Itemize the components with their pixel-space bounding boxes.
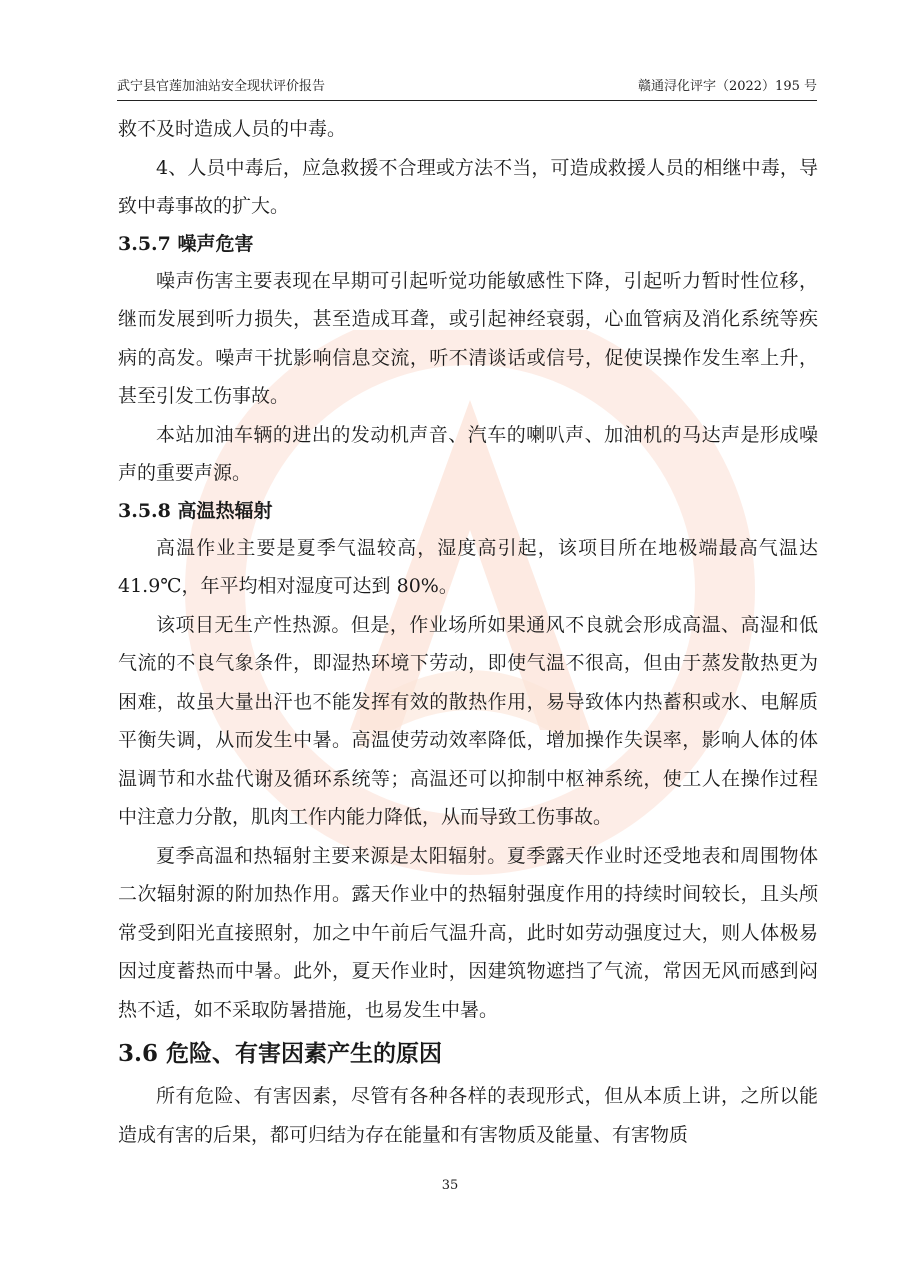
paragraph: 4、人员中毒后，应急救援不合理或方法不当，可造成救援人员的相继中毒，导致中毒事故的扩大。 <box>118 156 818 217</box>
paragraph: 该项目无生产性热源。但是，作业场所如果通风不良就会形成高温、高湿和低气流的不良气象条件，即湿热环境下劳动，即使气温不很高，但由于蒸发散热更为困难，故虽大量出汗也不能发挥有效的散热作用，易导致体内热蓄积或水、电解质平衡失调，从而发生中暑。高温使劳动效率降低，增加操作失误率，影响人体的体温调节和水盐代谢及循环系统等；高温还可以抑制中枢神系统，使工人在操作过程中注意力分散，肌肉工作内能力降低，从而导致工伤事故。 <box>118 613 818 828</box>
header-report-number: 赣通浔化评字（2022）195 号 <box>637 79 817 94</box>
page-number: 35 <box>441 1178 459 1193</box>
document-body <box>118 110 818 1154</box>
section-heading-3-5-8: 3.5.8 高温热辐射 <box>118 499 273 522</box>
paragraph: 夏季高温和热辐射主要来源是太阳辐射。夏季露天作业时还受地表和周围物体二次辐射源的附加热作用。露天作业中的热辐射强度作用的持续时间较长，且头颅常受到阳光直接照射，加之中午前后气温升高，此时如劳动强度过大，则人体极易因过度蓄热而中暑。此外，夏天作业时，因建筑物遮挡了气流，常因无风而感到闷热不适，如不采取防暑措施，也易发生中暑。 <box>118 844 818 1021</box>
paragraph: 噪声伤害主要表现在早期可引起听觉功能敏感性下降，引起听力暂时性位移，继而发展到听力损失，甚至造成耳聋，或引起神经衰弱，心血管病及消化系统等疾病的高发。噪声干扰影响信息交流，听不清谈话或信号，促使误操作发生率上升，甚至引发工伤事故。 <box>118 269 818 407</box>
paragraph: 救不及时造成人员的中毒。 <box>118 118 347 140</box>
header-divider <box>117 100 817 101</box>
section-heading-3-6: 3.6 危险、有害因素产生的原因 <box>118 1040 443 1067</box>
paragraph: 高温作业主要是夏季气温较高，湿度高引起，该项目所在地极端最高气温达 41.9℃，年平均相对湿度可达到 80%。 <box>118 536 818 597</box>
page-header <box>117 76 817 98</box>
header-report-title: 武宁县官莲加油站安全现状评价报告 <box>117 79 326 94</box>
paragraph: 所有危险、有害因素，尽管有各种各样的表现形式，但从本质上讲，之所以能造成有害的后果，都可归结为存在能量和有害物质及能量、有害物质 <box>118 1085 818 1146</box>
paragraph: 本站加油车辆的进出的发动机声音、汽车的喇叭声、加油机的马达声是形成噪声的重要声源。 <box>118 423 818 484</box>
section-heading-3-5-7: 3.5.7 噪声危害 <box>118 232 254 255</box>
